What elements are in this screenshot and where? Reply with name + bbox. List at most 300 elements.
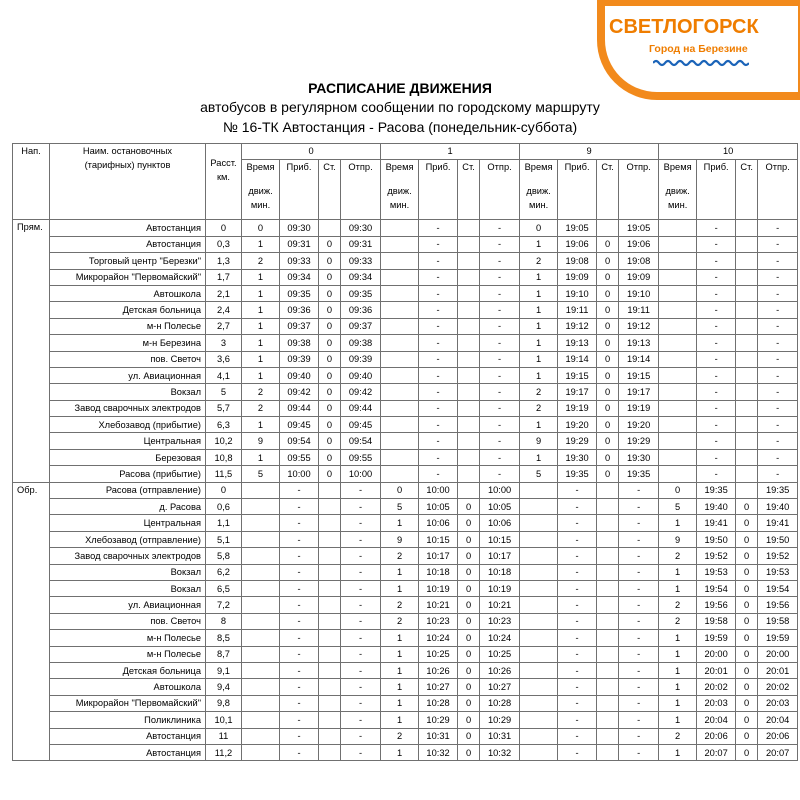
table-row	[13, 564, 798, 580]
travel-time-value: 2	[659, 597, 697, 613]
travel-time-value	[659, 269, 697, 285]
stop-duration: 0	[736, 695, 758, 711]
stop-duration: 0	[319, 335, 341, 351]
stop-name: Микрорайон "Первомайский"	[50, 269, 206, 285]
distance-value: 10,2	[206, 433, 242, 449]
travel-time-value: 2	[242, 253, 280, 269]
arrival-time: -	[419, 236, 458, 252]
arrival-time: -	[558, 630, 597, 646]
logo-tagline: Город на Березине	[649, 43, 748, 55]
arrival-time: -	[558, 580, 597, 596]
arrival-time: 19:11	[558, 302, 597, 318]
stop-duration	[736, 400, 758, 416]
departure-time: 09:31	[341, 236, 381, 252]
waves-icon	[653, 58, 749, 68]
travel-time-value: 1	[659, 744, 697, 760]
departure-time: 19:59	[758, 630, 798, 646]
arrival-time: 09:31	[280, 236, 319, 252]
travel-time-value: 1	[242, 302, 280, 318]
departure-time: -	[480, 433, 520, 449]
travel-time-value: 1	[520, 302, 558, 318]
stop-duration	[597, 515, 619, 531]
stop-duration	[736, 285, 758, 301]
stop-duration	[319, 548, 341, 564]
travel-time-value	[242, 695, 280, 711]
arrival-time: -	[697, 318, 736, 334]
stop-duration: 0	[597, 433, 619, 449]
departure-time: 10:26	[480, 662, 520, 678]
arrival-time: 10:28	[419, 695, 458, 711]
direction-label: Прям.	[13, 220, 50, 482]
travel-time-value: 1	[520, 335, 558, 351]
arrival-time: -	[558, 712, 597, 728]
stop-duration: 0	[319, 367, 341, 383]
arrival-time: -	[280, 613, 319, 629]
travel-time-value	[242, 728, 280, 744]
arrival-time: 09:35	[280, 285, 319, 301]
travel-time-value: 2	[381, 613, 419, 629]
table-row	[13, 597, 798, 613]
departure-time: -	[758, 367, 798, 383]
departure-time: -	[758, 417, 798, 433]
travel-time-value	[659, 433, 697, 449]
stop-duration	[319, 580, 341, 596]
travel-time-value	[381, 236, 419, 252]
distance-value: 3	[206, 335, 242, 351]
trip-number-header: 10	[659, 144, 798, 160]
distance-value: 10,8	[206, 449, 242, 465]
arrival-time: -	[697, 433, 736, 449]
travel-time-value: 2	[381, 728, 419, 744]
stop-duration	[736, 302, 758, 318]
travel-time-value	[520, 613, 558, 629]
travel-time-value: 1	[381, 744, 419, 760]
stop-duration: 0	[736, 630, 758, 646]
arrival-time: 10:05	[419, 499, 458, 515]
departure-time: 20:00	[758, 646, 798, 662]
arrival-time: 10:26	[419, 662, 458, 678]
arrival-time: -	[419, 285, 458, 301]
arrival-time: 09:34	[280, 269, 319, 285]
departure-time: -	[341, 548, 381, 564]
departure-time: 09:39	[341, 351, 381, 367]
departure-time: 19:11	[619, 302, 659, 318]
arrival-time: 20:03	[697, 695, 736, 711]
arrival-time: -	[419, 269, 458, 285]
stop-duration: 0	[458, 548, 480, 564]
stop-name: Автостанция	[50, 728, 206, 744]
arrival-time: 10:23	[419, 613, 458, 629]
arrival-time: 19:17	[558, 384, 597, 400]
travel-time-value: 0	[659, 482, 697, 498]
table-row	[13, 285, 798, 301]
stop-duration-header: Ст.	[597, 160, 619, 220]
travel-time-value: 9	[242, 433, 280, 449]
departure-time: -	[341, 597, 381, 613]
stop-duration	[458, 384, 480, 400]
stop-duration	[597, 744, 619, 760]
travel-time-value	[381, 367, 419, 383]
stop-duration: 0	[597, 285, 619, 301]
distance-value: 8	[206, 613, 242, 629]
travel-time-value	[520, 482, 558, 498]
departure-time: 09:38	[341, 335, 381, 351]
departure-time: -	[619, 744, 659, 760]
distance-value: 11	[206, 728, 242, 744]
stop-duration	[597, 695, 619, 711]
stop-duration	[597, 728, 619, 744]
distance-value: 1,1	[206, 515, 242, 531]
departure-time: 09:37	[341, 318, 381, 334]
departure-time: -	[480, 417, 520, 433]
departure-time: 19:15	[619, 367, 659, 383]
departure-time: 09:33	[341, 253, 381, 269]
stop-duration: 0	[736, 662, 758, 678]
departure-time: 09:36	[341, 302, 381, 318]
arrival-time: 09:36	[280, 302, 319, 318]
travel-time-value	[381, 335, 419, 351]
departure-time: -	[758, 302, 798, 318]
arrival-time: -	[280, 515, 319, 531]
stop-duration	[458, 367, 480, 383]
stop-duration: 0	[597, 236, 619, 252]
stop-duration	[736, 367, 758, 383]
arrival-time: 19:09	[558, 269, 597, 285]
departure-time: -	[480, 253, 520, 269]
departure-time: 10:06	[480, 515, 520, 531]
travel-time-value: 5	[242, 466, 280, 482]
arrival-time: 09:38	[280, 335, 319, 351]
departure-time: 09:54	[341, 433, 381, 449]
distance-value: 4,1	[206, 367, 242, 383]
stop-duration: 0	[597, 351, 619, 367]
arrival-time: -	[419, 318, 458, 334]
arrival-time: -	[419, 253, 458, 269]
table-row	[13, 449, 798, 465]
stop-duration: 0	[736, 531, 758, 547]
departure-time: -	[619, 482, 659, 498]
stop-name: ул. Авиационная	[50, 367, 206, 383]
stop-duration: 0	[458, 613, 480, 629]
stop-duration	[736, 482, 758, 498]
travel-time-value: 9	[520, 433, 558, 449]
stop-duration	[319, 695, 341, 711]
arrival-time: -	[697, 335, 736, 351]
departure-time: 19:13	[619, 335, 659, 351]
stop-duration: 0	[458, 695, 480, 711]
arrival-time: -	[280, 580, 319, 596]
arrival-time: -	[419, 466, 458, 482]
table-row	[13, 269, 798, 285]
stop-duration	[319, 515, 341, 531]
departure-time: -	[758, 351, 798, 367]
travel-time-value	[520, 712, 558, 728]
stop-duration	[458, 285, 480, 301]
stop-duration: 0	[319, 384, 341, 400]
departure-time: -	[341, 679, 381, 695]
arrival-time: 19:14	[558, 351, 597, 367]
table-row	[13, 302, 798, 318]
departure-time: 10:00	[341, 466, 381, 482]
arrival-time: -	[280, 662, 319, 678]
arrival-time: -	[697, 466, 736, 482]
departure-time: -	[480, 400, 520, 416]
departure-time: 19:14	[619, 351, 659, 367]
travel-time-value: 1	[659, 662, 697, 678]
stop-duration: 0	[736, 712, 758, 728]
arrival-time: 19:59	[697, 630, 736, 646]
travel-time-value	[520, 515, 558, 531]
stop-name: Березовая	[50, 449, 206, 465]
arrival-time: -	[558, 499, 597, 515]
departure-time: 09:30	[341, 220, 381, 236]
departure-time: -	[341, 531, 381, 547]
departure-time: 20:07	[758, 744, 798, 760]
arrival-time: 19:35	[558, 466, 597, 482]
stop-duration	[597, 499, 619, 515]
stop-duration: 0	[319, 236, 341, 252]
departure-time: 10:17	[480, 548, 520, 564]
arrival-time: -	[280, 548, 319, 564]
departure-time: -	[480, 367, 520, 383]
travel-time-value	[520, 499, 558, 515]
stop-duration: 0	[597, 417, 619, 433]
departure-time: 09:40	[341, 367, 381, 383]
arrival-time: 19:58	[697, 613, 736, 629]
travel-time-value	[520, 630, 558, 646]
table-row	[13, 580, 798, 596]
departure-time: 19:52	[758, 548, 798, 564]
table-row	[13, 384, 798, 400]
stop-duration: 0	[597, 318, 619, 334]
departure-time: 19:56	[758, 597, 798, 613]
stop-duration	[319, 531, 341, 547]
stop-duration: 0	[597, 367, 619, 383]
stop-duration	[319, 220, 341, 236]
travel-time-value	[381, 351, 419, 367]
arrival-time: 10:24	[419, 630, 458, 646]
stop-duration	[736, 351, 758, 367]
distance-value: 9,8	[206, 695, 242, 711]
trip-number-header: 9	[520, 144, 659, 160]
departure-time: -	[480, 269, 520, 285]
table-row	[13, 548, 798, 564]
travel-time-value: 1	[659, 695, 697, 711]
departure-time: 19:12	[619, 318, 659, 334]
stop-duration: 0	[458, 630, 480, 646]
departure-time: -	[480, 335, 520, 351]
stop-duration	[458, 417, 480, 433]
table-row	[13, 499, 798, 515]
stop-duration: 0	[736, 597, 758, 613]
stop-name: Расова (прибытие)	[50, 466, 206, 482]
travel-time-value: 2	[242, 400, 280, 416]
departure-time: -	[341, 613, 381, 629]
departure-time: 19:53	[758, 564, 798, 580]
distance-value: 2,4	[206, 302, 242, 318]
arrival-time: -	[419, 417, 458, 433]
travel-time-value	[242, 531, 280, 547]
travel-time-value	[242, 662, 280, 678]
stop-duration-header: Ст.	[458, 160, 480, 220]
distance-value: 6,3	[206, 417, 242, 433]
departure-time: -	[619, 564, 659, 580]
arrival-time: -	[419, 449, 458, 465]
arrival-time: 10:29	[419, 712, 458, 728]
travel-time-value	[659, 285, 697, 301]
arrival-time: 10:00	[280, 466, 319, 482]
stop-duration: 0	[319, 449, 341, 465]
stop-name: Завод сварочных электродов	[50, 400, 206, 416]
table-row	[13, 515, 798, 531]
travel-time-value: 1	[381, 679, 419, 695]
stop-duration: 0	[319, 285, 341, 301]
stop-duration: 0	[458, 564, 480, 580]
departure-time: -	[341, 499, 381, 515]
stop-name: Центральная	[50, 433, 206, 449]
departure-time: -	[619, 613, 659, 629]
arrival-time: 09:37	[280, 318, 319, 334]
stop-duration	[458, 302, 480, 318]
stop-duration: 0	[597, 466, 619, 482]
distance-value: 9,4	[206, 679, 242, 695]
stop-name: Вокзал	[50, 384, 206, 400]
departure-time: -	[758, 220, 798, 236]
travel-time-header: Время движ. мин.	[381, 160, 419, 220]
distance-value: 11,2	[206, 744, 242, 760]
arrival-time: -	[558, 695, 597, 711]
stop-duration	[597, 646, 619, 662]
arrival-time: -	[558, 728, 597, 744]
travel-time-value: 1	[381, 695, 419, 711]
departure-time: 19:09	[619, 269, 659, 285]
travel-time-value: 1	[242, 449, 280, 465]
departure-time: -	[480, 351, 520, 367]
distance-value: 3,6	[206, 351, 242, 367]
stop-duration	[597, 580, 619, 596]
travel-time-value: 0	[520, 220, 558, 236]
stop-duration	[458, 449, 480, 465]
travel-time-value	[520, 695, 558, 711]
stop-duration	[458, 466, 480, 482]
distance-value: 8,7	[206, 646, 242, 662]
stop-duration	[458, 269, 480, 285]
stop-duration	[319, 728, 341, 744]
arrival-time: -	[280, 712, 319, 728]
departure-time: -	[341, 646, 381, 662]
travel-time-value	[659, 384, 697, 400]
table-row	[13, 400, 798, 416]
stop-duration: 0	[597, 302, 619, 318]
travel-time-value: 2	[659, 728, 697, 744]
arrival-time: -	[419, 367, 458, 383]
stop-duration: 0	[736, 580, 758, 596]
arrival-time: 10:17	[419, 548, 458, 564]
stop-duration	[736, 269, 758, 285]
departure-time: -	[341, 662, 381, 678]
stop-duration	[597, 531, 619, 547]
stop-duration	[597, 712, 619, 728]
schedule-table	[12, 143, 798, 761]
travel-time-value: 5	[520, 466, 558, 482]
direction-header: Нап.	[13, 144, 50, 220]
stop-duration: 0	[458, 531, 480, 547]
stop-duration: 0	[736, 679, 758, 695]
arrival-time: -	[558, 548, 597, 564]
departure-time: 10:32	[480, 744, 520, 760]
arrival-time: -	[697, 253, 736, 269]
travel-time-value	[242, 580, 280, 596]
travel-time-value: 0	[242, 220, 280, 236]
stop-duration	[458, 351, 480, 367]
table-row	[13, 236, 798, 252]
travel-time-value	[659, 236, 697, 252]
stop-duration	[736, 433, 758, 449]
departure-time: 10:21	[480, 597, 520, 613]
arrival-time: -	[558, 515, 597, 531]
stop-duration: 0	[319, 269, 341, 285]
arrival-time: 10:21	[419, 597, 458, 613]
departure-time: -	[619, 597, 659, 613]
travel-time-value	[659, 449, 697, 465]
departure-time: -	[619, 679, 659, 695]
departure-time: 19:41	[758, 515, 798, 531]
travel-time-value	[242, 744, 280, 760]
stop-duration: 0	[319, 466, 341, 482]
departure-time: 09:42	[341, 384, 381, 400]
arrival-time: 19:20	[558, 417, 597, 433]
travel-time-header: Время движ. мин.	[242, 160, 280, 220]
stop-duration	[319, 646, 341, 662]
travel-time-value	[659, 335, 697, 351]
departure-time: 20:02	[758, 679, 798, 695]
travel-time-value: 1	[381, 580, 419, 596]
departure-time: 10:18	[480, 564, 520, 580]
travel-time-value	[381, 400, 419, 416]
distance-value: 0,3	[206, 236, 242, 252]
table-row	[13, 728, 798, 744]
stop-name: Вокзал	[50, 580, 206, 596]
travel-time-value: 5	[659, 499, 697, 515]
stop-duration	[458, 433, 480, 449]
arrival-header: Приб.	[419, 160, 458, 220]
table-row	[13, 646, 798, 662]
departure-time: 19:58	[758, 613, 798, 629]
travel-time-value	[381, 269, 419, 285]
distance-value: 11,5	[206, 466, 242, 482]
stop-duration: 0	[736, 613, 758, 629]
travel-time-value	[381, 302, 419, 318]
stop-duration: 0	[319, 253, 341, 269]
stop-duration: 0	[458, 744, 480, 760]
table-row	[13, 744, 798, 760]
departure-time: -	[758, 433, 798, 449]
table-row	[13, 367, 798, 383]
travel-time-value	[242, 646, 280, 662]
departure-time: 20:01	[758, 662, 798, 678]
stop-name: м-н Полесье	[50, 646, 206, 662]
travel-time-value: 1	[242, 417, 280, 433]
table-row	[13, 466, 798, 482]
route-subtitle: № 16-ТК Автостанция - Расова (понедельник-суббота)	[222, 119, 578, 135]
arrival-time: 19:35	[697, 482, 736, 498]
stop-duration	[597, 662, 619, 678]
arrival-time: 19:15	[558, 367, 597, 383]
travel-time-value: 1	[381, 630, 419, 646]
stop-name: Автошкола	[50, 679, 206, 695]
arrival-time: -	[419, 433, 458, 449]
travel-time-value	[381, 220, 419, 236]
